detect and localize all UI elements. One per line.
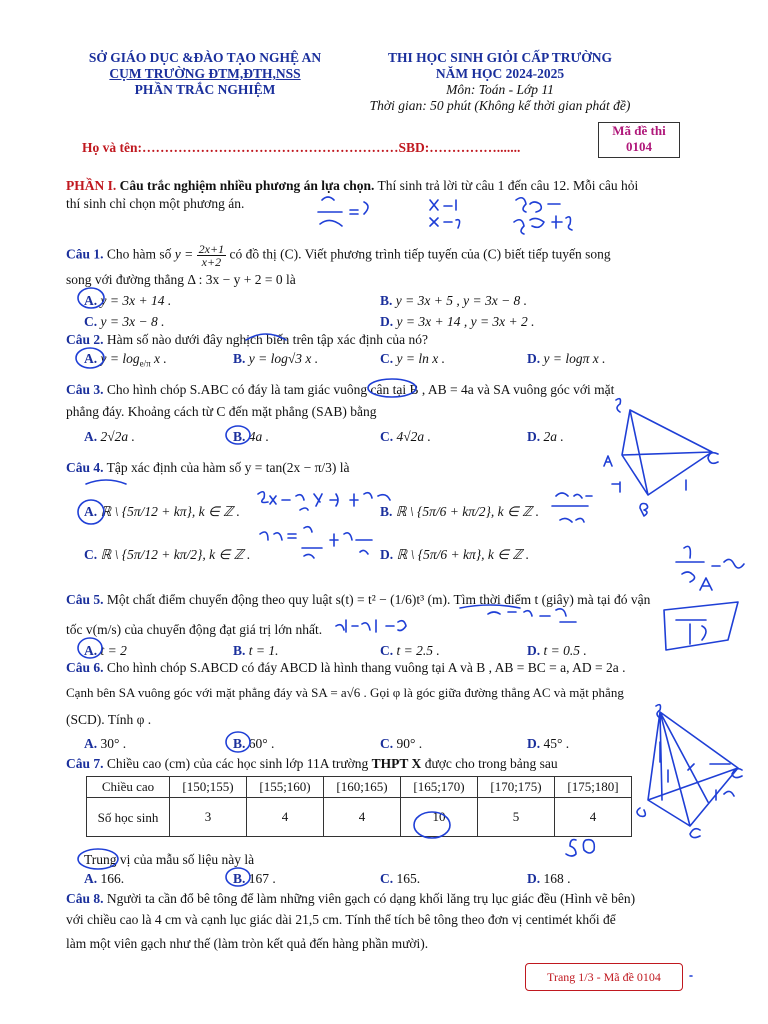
q4-option-c[interactable]: C. ℝ \ {5π/12 + kπ/2}, k ∈ ℤ . — [84, 547, 251, 562]
q7-option-b[interactable]: B. 167 . — [233, 871, 276, 886]
q5-option-d[interactable]: D. t = 0.5 . — [527, 643, 587, 658]
q8-text-1: Người ta cần đổ bê tông để làm những viên gạch có dạng khối lăng trụ lục giác đều (Hình vẽ bên) — [106, 891, 636, 906]
q1-fraction: $\frac{2x+1}{x+2}$ — [198, 242, 225, 269]
question-4: Câu 4. Tập xác định của hàm số y = tan(2x − π/3) là — [66, 460, 350, 475]
q1-text-a: Cho hàm số — [106, 246, 172, 262]
q3-text-1: Cho hình chóp S.ABC có đáy là tam giác vuông cân tại B , AB = 4a và SA vuông góc với mặt — [106, 382, 615, 397]
ink-pyramid-q6-labels — [637, 705, 742, 838]
exam-code-label: Mã đề thi — [612, 123, 666, 138]
table-cell: 4 — [555, 798, 632, 837]
ink-roots-scribble — [430, 200, 460, 228]
ink-circle-q1-a — [78, 288, 104, 308]
ink-pyramid-q6 — [648, 712, 738, 826]
q1-number: Câu 1. — [66, 246, 104, 262]
q6-option-c[interactable]: C. 90° . — [380, 736, 423, 751]
q2-option-a[interactable]: A. $y = \log_{e/\pi} x$ . — [84, 351, 167, 369]
ink-q7-50 — [566, 840, 594, 856]
part1-title: PHẦN I. — [66, 178, 117, 193]
q4-option-d[interactable]: D. ℝ \ {5π/6 + kπ}, k ∈ ℤ . — [380, 547, 530, 562]
part1-subtitle: Câu trắc nghiệm nhiều phương án lựa chọn. — [119, 178, 375, 193]
ink-circle-q3-b — [226, 426, 250, 444]
q1-option-d[interactable]: D. y = 3x + 14 , y = 3x + 2 . — [380, 314, 535, 329]
ink-q5-work — [488, 609, 576, 622]
q5-option-a[interactable]: A. t = 2 — [84, 643, 127, 658]
q7-option-d[interactable]: D. 168 . — [527, 871, 571, 886]
q3-option-a[interactable]: A. 2√2a . — [84, 429, 135, 444]
ink-q4-side-note — [552, 493, 592, 522]
school-year: NĂM HỌC 2024-2025 — [435, 66, 565, 81]
page-footer: Trang 1/3 - Mã đề 0104 — [525, 963, 683, 991]
question-2: Câu 2. Hàm số nào dưới đây nghịch biến trên tập xác định của nó? — [66, 332, 429, 347]
q6-text-3: (SCD). Tính φ . — [66, 712, 152, 727]
time-limit: Thời gian: 50 phút (Không kể thời gian phát đề) — [369, 98, 631, 113]
q6-text-2: Cạnh bên SA vuông góc với mặt phẳng đáy và SA = a√6 . Gọi φ là góc giữa đường thẳng AC và mặt phẳng — [66, 685, 624, 700]
ink-circle-q3-word — [368, 379, 416, 397]
q5-text-1: Một chất điểm chuyển động theo quy luật s(t) = t² − (1/6)t³ (m). Tìm thời điểm t (giây) mà tại đó vận — [106, 592, 651, 607]
ink-circle-q2-a — [76, 348, 104, 368]
q2-option-d[interactable]: D. y = logπ x . — [527, 351, 606, 366]
q7-option-a[interactable]: A. 166. — [84, 871, 125, 886]
table-cell: 5 — [478, 798, 555, 837]
q5-option-c[interactable]: C. t = 2.5 . — [380, 643, 440, 658]
school-cluster: CỤM TRƯỜNG ĐTM,ĐTH,NSS — [109, 66, 301, 81]
ink-circle-q6-b — [226, 732, 250, 752]
q2-option-c[interactable]: C. y = ln x . — [380, 351, 445, 366]
q3-option-d[interactable]: D. 2a . — [527, 429, 564, 444]
ink-circle-q7-word — [78, 849, 118, 869]
department-name: SỞ GIÁO DỤC &ĐÀO TẠO NGHỆ AN — [88, 50, 322, 65]
table-cell: [150;155) — [170, 777, 247, 798]
section-name: PHẦN TRẮC NGHIỆM — [134, 82, 276, 97]
q6-text-1: Cho hình chóp S.ABCD có đáy ABCD là hình thang vuông tại A và B , AB = BC = a, AD = 2a . — [106, 660, 626, 675]
q1-option-a[interactable]: A. y = 3x + 14 . — [84, 293, 172, 308]
ink-q4-work-1 — [258, 492, 390, 510]
ink-pyramid-labels — [604, 399, 718, 516]
table-row-label: Số học sinh — [87, 798, 170, 837]
ink-side-fraction — [676, 546, 744, 582]
table-header-label: Chiều cao — [87, 777, 170, 798]
q2-option-b[interactable]: B. y = log√3 x . — [233, 351, 319, 366]
q4-option-a[interactable]: A. ℝ \ {5π/12 + kπ}, k ∈ ℤ . — [84, 504, 240, 519]
ink-circle-q5-a — [78, 638, 102, 658]
subject: Môn: Toán - Lớp 11 — [446, 82, 554, 97]
table-cell: 4 — [324, 798, 401, 837]
q2-text: Hàm số nào dưới đây nghịch biến trên tập xác định của nó? — [106, 332, 429, 347]
q7-option-c[interactable]: C. 165. — [380, 871, 421, 886]
table-cell: [170;175) — [478, 777, 555, 798]
ink-pyramid-q3 — [622, 410, 712, 495]
part1-instructions-2: thí sinh chỉ chọn một phương án. — [66, 196, 245, 211]
sbd-label: SBD:……………....... — [398, 140, 521, 155]
q6-option-d[interactable]: D. 45° . — [527, 736, 570, 751]
exam-code-value: 0104 — [626, 139, 652, 154]
ink-circle-q4-a — [78, 500, 104, 524]
q8-text-2: với chiều cao là 4 cm và cạnh lục giác dài 21,5 cm. Tính thể tích bê tông theo đơn vị centimét khối để — [66, 912, 616, 927]
ink-q5-vt — [336, 620, 406, 632]
table-cell: [155;160) — [247, 777, 324, 798]
q3-option-c[interactable]: C. 4√2a . — [380, 429, 431, 444]
q3-option-b[interactable]: B. 4a . — [233, 429, 270, 444]
ink-side-letter — [700, 578, 712, 590]
table-cell: 4 — [247, 798, 324, 837]
ink-q4-underline — [86, 480, 126, 484]
question-8: Câu 8. Người ta cần đổ bê tông để làm những viên gạch có dạng khối lăng trụ lục giác đều (Hình vẽ bên) — [66, 891, 636, 906]
q6-option-b[interactable]: B. 60° . — [233, 736, 275, 751]
q8-text-3: làm một viên gạch như thế (làm tròn kết quả đến hàng phần mười). — [66, 936, 429, 951]
q1-option-c[interactable]: C. y = 3x − 8 . — [84, 314, 165, 329]
table-cell: 3 — [170, 798, 247, 837]
ink-circle-q7-b — [226, 868, 250, 886]
ink-fraction-scribble — [318, 197, 368, 226]
question-1: Câu 1. Cho hàm số y = $\frac{2x+1}{x+2}$ có đồ thị (C). Viết phương trình tiếp tuyến của (C) biết tiếp tuyến song — [66, 242, 611, 269]
q3-text-2: phẳng đáy. Khoảng cách từ C đến mặt phẳng (SAB) bằng — [66, 404, 377, 419]
ink-q4-work-2 — [260, 527, 372, 558]
q7-question: Trung vị của mẫu số liệu này là — [84, 852, 255, 867]
name-label: Họ và tên:………………………………………………… — [82, 140, 399, 155]
table-cell: [160;165) — [324, 777, 401, 798]
q4-option-b[interactable]: B. ℝ \ {5π/6 + kπ/2}, k ∈ ℤ . — [380, 504, 539, 519]
q6-option-a[interactable]: A. 30° . — [84, 736, 127, 751]
ink-expression-scribble — [514, 198, 572, 234]
exam-title: THI HỌC SINH GIỎI CẤP TRƯỜNG — [388, 50, 612, 65]
question-3: Câu 3. Cho hình chóp S.ABC có đáy là tam giác vuông cân tại B , AB = 4a và SA vuông góc với mặt — [66, 382, 615, 397]
question-6: Câu 6. Cho hình chóp S.ABCD có đáy ABCD là hình thang vuông tại A và B , AB = BC = a, AD = 2a . — [66, 660, 626, 675]
table-cell: 10 — [401, 798, 478, 837]
q5-option-b[interactable]: B. t = 1. — [233, 643, 279, 658]
ink-side-prism — [664, 602, 738, 650]
ink-underline-q2 — [246, 334, 286, 340]
ink-q5-underline — [460, 605, 520, 608]
question-5: Câu 5. Một chất điểm chuyển động theo quy luật s(t) = t² − (1/6)t³ (m). Tìm thời điểm t (giây) mà tại đó vận — [66, 592, 651, 607]
ink-circle-10 — [414, 812, 450, 838]
q1-text-b: có đồ thị (C). Viết phương trình tiếp tuyến của (C) biết tiếp tuyến song — [229, 246, 611, 262]
table-cell: [165;170) — [401, 777, 478, 798]
part1-instructions: Thí sinh trả lời từ câu 1 đến câu 12. Mỗi câu hỏi — [377, 178, 639, 193]
table-cell: [175;180] — [555, 777, 632, 798]
q1-text-c: song với đường thẳng Δ : 3x − y + 2 = 0 là — [66, 272, 296, 287]
q5-text-2: tốc v(m/s) của chuyển động đạt giá trị lớn nhất. — [66, 622, 323, 637]
question-7: Câu 7. Chiều cao (cm) của các học sinh lớp 11A trường THPT X được cho trong bảng sau — [66, 756, 558, 771]
q4-text: Tập xác định của hàm số y = tan(2x − π/3) là — [106, 460, 350, 475]
q1-option-b[interactable]: B. y = 3x + 5 , y = 3x − 8 . — [380, 293, 528, 308]
